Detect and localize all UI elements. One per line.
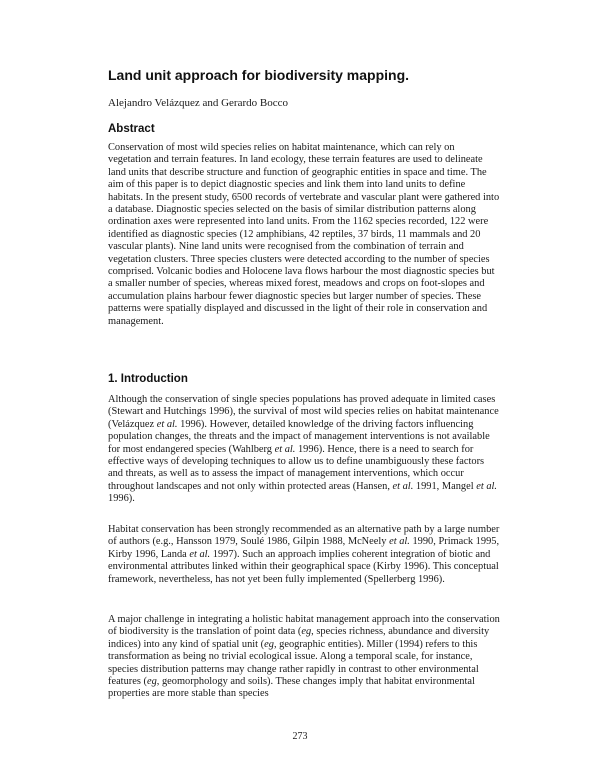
intro-p1-text: 1991, Mangel — [413, 480, 477, 492]
intro-p3-text: , species richness, abundance and diversity indices) into any kind of spatial unit ( — [108, 626, 490, 650]
intro-p1-etal: et al. — [274, 443, 296, 455]
intro-p2-text: Habitat conservation has been strongly recommended as an alternative path by a large number of authors (e.g., Hansson 1979, Soulé 1986, Gilpin 1988, McNeely — [108, 524, 500, 548]
intro-p1-etal: et al. — [156, 418, 178, 430]
intro-p1-etal: et al. — [476, 480, 497, 492]
intro-p1-text: Although the conservation of single species populations has proved adequate in limited cases (Stewart and Hutchings 1996), the survival of most wild species relies on habitat maintenance (Velázquez — [108, 394, 499, 430]
intro-p1-etal: et al. — [392, 480, 414, 492]
page-number: 273 — [292, 731, 308, 742]
intro-p2-text: 1990, Primack 1995, Kirby 1996, Landa — [108, 536, 500, 560]
intro-p3-text: , geographic entities). Miller (1994) refers to this transformation as being no trivial ecological issue. Along a temporal scale, for instance, species distribution patterns may change rather rapidly in contrast to other environmental features ( — [108, 638, 479, 688]
intro-p1-text: 1996). Hence, there is a need to search for effective ways of developing techniques to allow us to define unambiguously these factors and threats, as well as to assess the impact of management interventions, which occur throughout landscapes and not only within protected areas (Hansen, — [108, 443, 485, 492]
intro-p1-text: 1996). — [108, 493, 135, 505]
intro-p3-text: A major challenge in integrating a holistic habitat management approach into the conservation of biodiversity is the translation of point data ( — [108, 614, 500, 638]
abstract-heading: Abstract — [108, 123, 155, 135]
introduction-heading: 1. Introduction — [108, 373, 188, 385]
intro-p3-text: , geomorphology and soils). These changes imply that habitat environmental properties are more stable than species — [108, 676, 475, 700]
abstract-text: Conservation of most wild species relies on habitat maintenance, which can rely on vegetation and terrain features. In land ecology, these terrain features are used to delineate land units that describe structure and function of geographic entities in space and time. The aim of this paper is to depict diagnostic species and link them into land units to define habitats. In the present study, 6500 records of vertebrate and vascular plant were gathered into a database. Diagnostic species selected on the basis of similar distribution patterns along ordination axes were represented into land units. From the 1162 species recorded, 122 were identified as diagnostic species (12 amphibians, 42 reptiles, 37 birds, 11 mammals and 20 vascular plants). Nine land units were recognised from the combination of terrain and vegetation clusters. Three species clusters were detected according to the number of species comprised. Volcanic bodies and Holocene lava flows harbour the most diagnostic species but a smaller number of species, whereas mixed forest, meadows and crops on foot-slopes and accumulation plains harbour fewer diagnostic species but larger number of species. These patterns were spatially displayed and discussed in the light of their role in conservation and management. — [108, 142, 500, 327]
paper-title: Land unit approach for biodiversity mapping. — [108, 67, 410, 83]
intro-p3-eg: eg — [301, 626, 312, 638]
intro-paragraph-2 — [108, 524, 500, 586]
paper-authors: Alejandro Velázquez and Gerardo Bocco — [108, 97, 288, 109]
intro-p3-eg: eg — [264, 638, 274, 650]
intro-p2-etal: et al. — [189, 548, 211, 560]
intro-p3-eg: eg — [146, 676, 157, 688]
intro-p1-text: 1996). However, detailed knowledge of the driving factors influencing population changes, the threats and the impact of management interventions is not available for most endangered species (Wahlberg — [108, 418, 490, 455]
abstract-paragraph — [108, 142, 500, 328]
intro-paragraph-3 — [108, 614, 500, 701]
intro-paragraph-1 — [108, 394, 500, 506]
intro-p2-etal: et al. — [389, 536, 410, 548]
intro-p2-text: 1997). Such an approach implies coherent integration of biotic and environmental attributes linked within their geographical space (Kirby 1996). This conceptual framework, nevertheless, has not yet been fully implemented (Spellerberg 1996). — [108, 548, 499, 585]
